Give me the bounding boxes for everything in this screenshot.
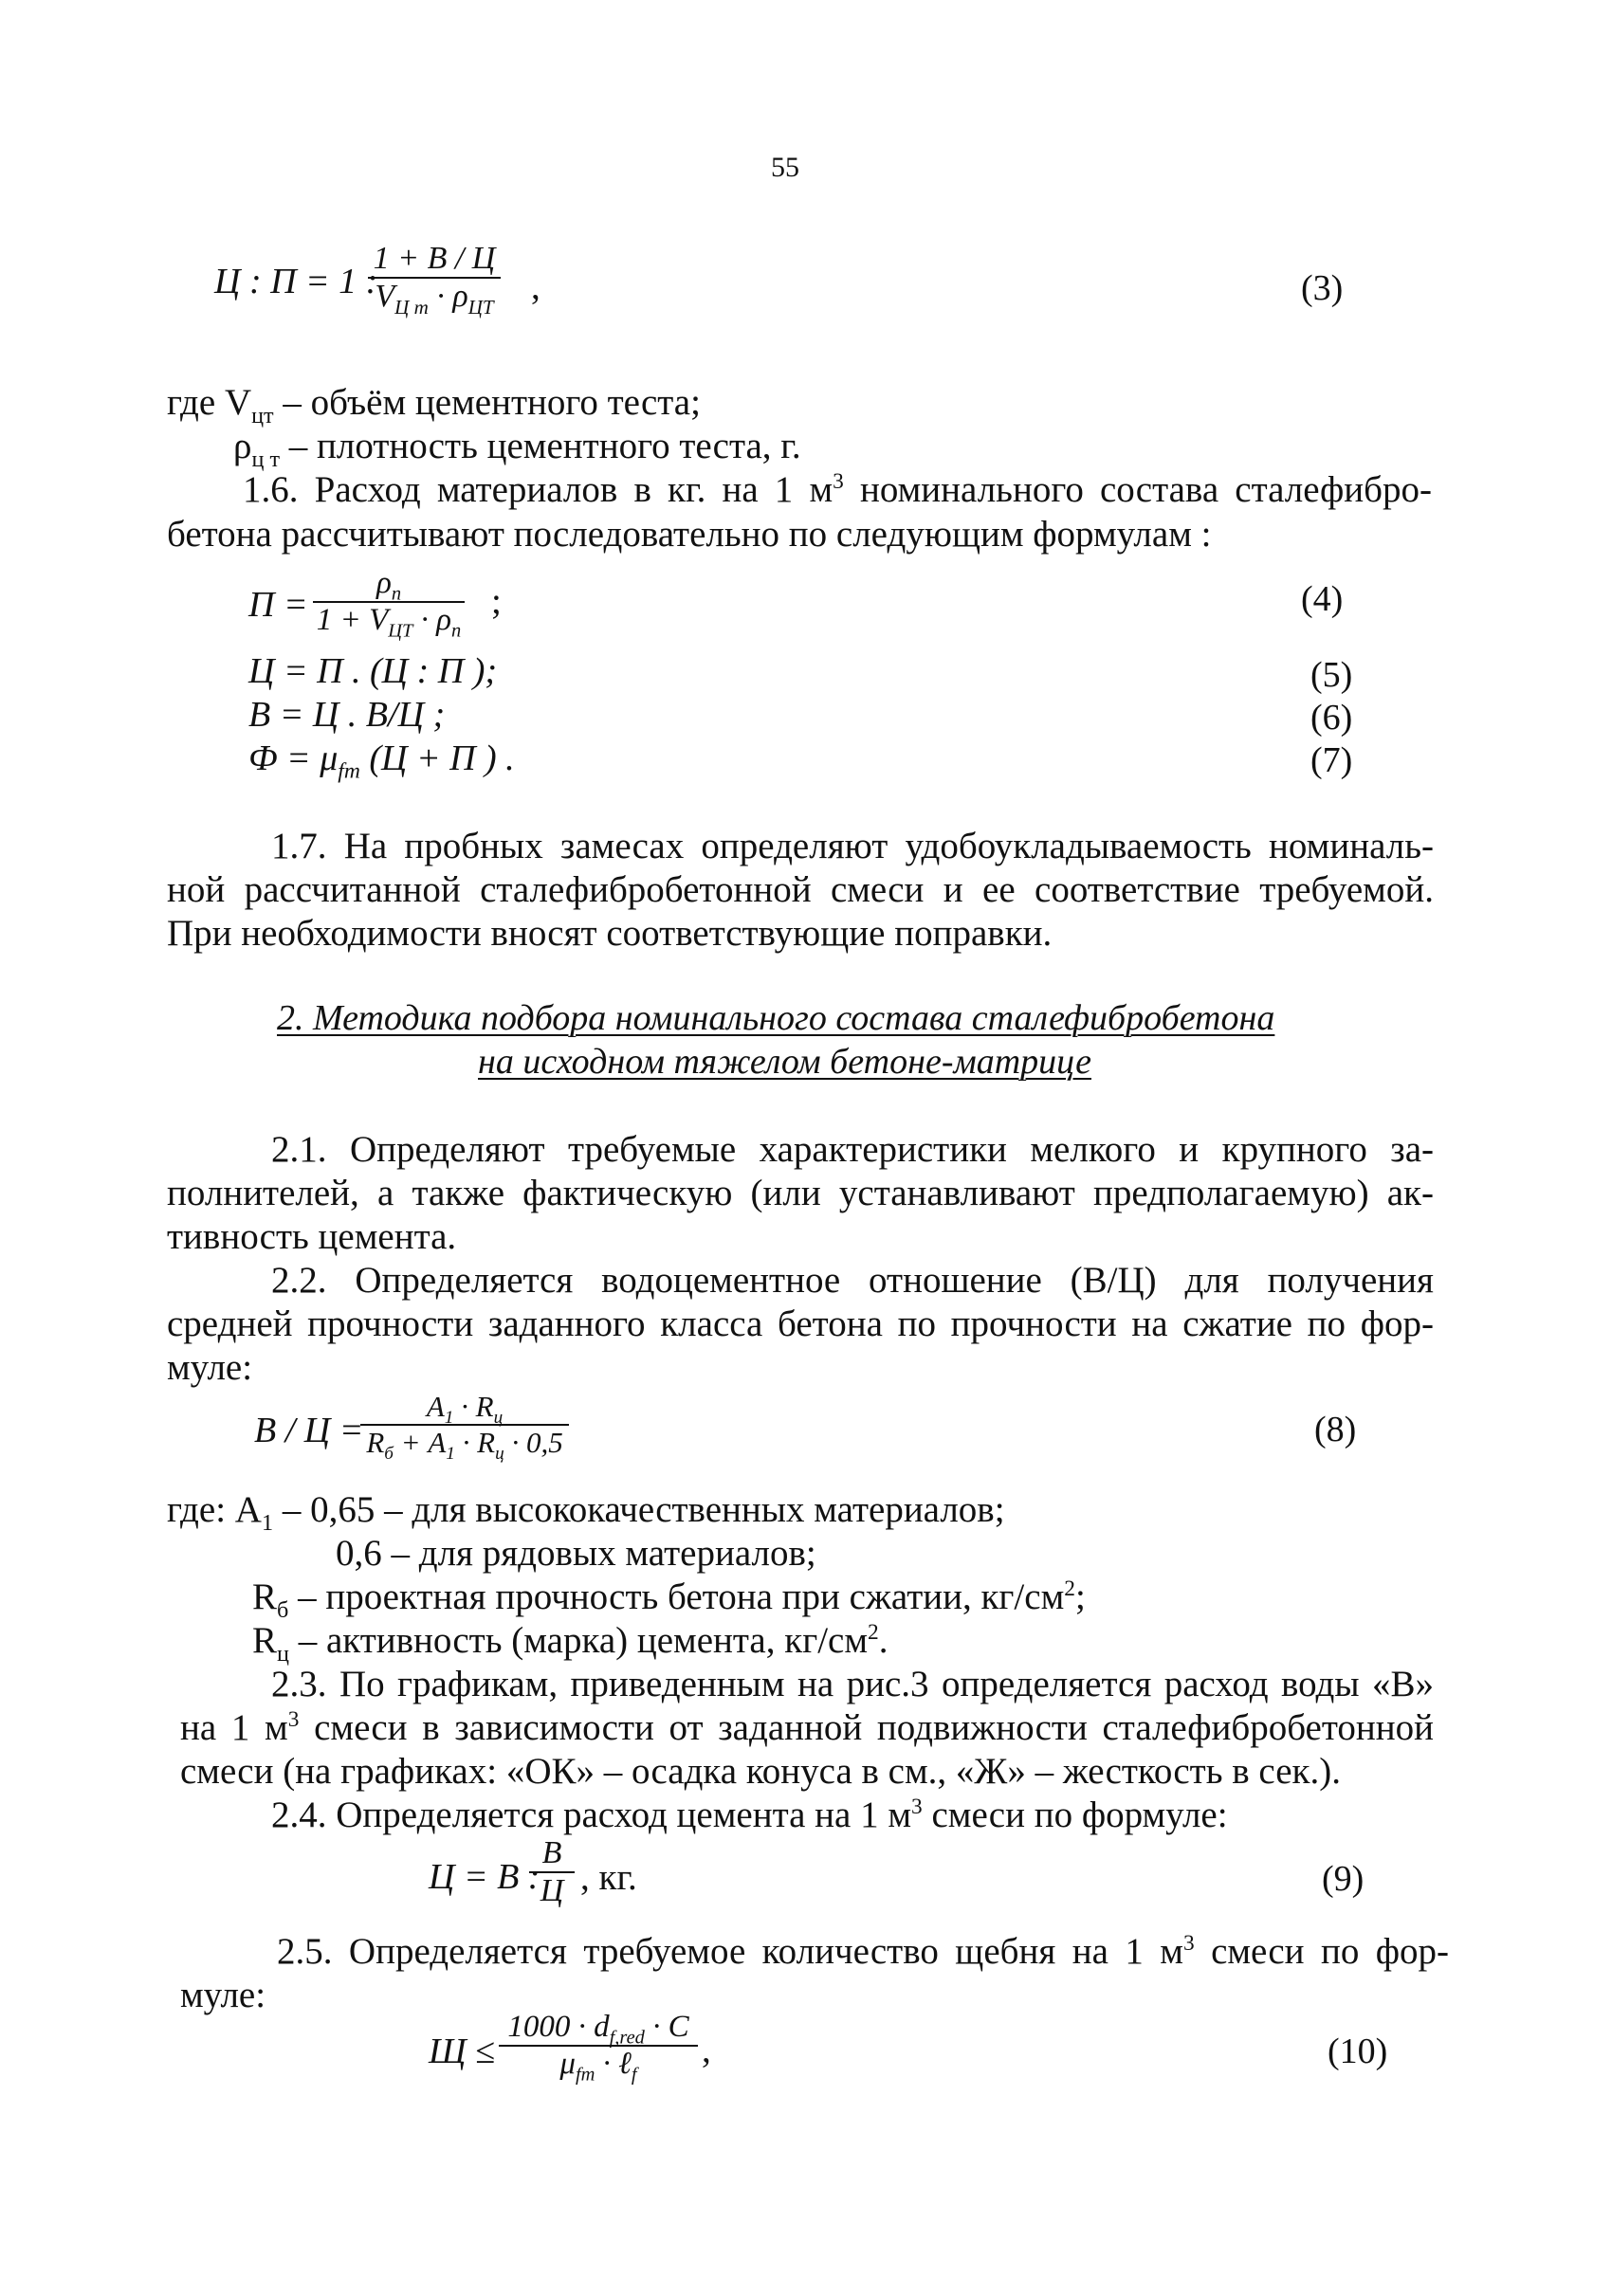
para-1-6-line-1: 1.6. Расход материалов в кг. на 1 $м^3$ номинального состава сталефибро- — [243, 469, 1432, 510]
formula-4-denominator: $1 + V_{ЦТ} \cdot \rho_п$ — [316, 603, 462, 642]
where-8-line-2: 0,6 – для рядовых материалов; — [336, 1533, 816, 1574]
formula-5: Ц = П . (Ц : П ); — [248, 651, 498, 691]
page-number: 55 — [771, 152, 799, 183]
formula-8-fraction — [360, 1390, 569, 1465]
formula-3-label: (3) — [1301, 268, 1344, 308]
formula-9-numerator: В — [529, 1835, 575, 1873]
where-3-line-1: где $V_{цт}$ – объём цементного теста; — [167, 382, 701, 428]
where-3-line-2: $\rho_{ц т}$ – плотность цементного теста, г. — [233, 426, 801, 472]
formula-9-left: Ц = В : — [429, 1857, 540, 1897]
para-1-7-line-2: ной рассчитанной сталефибробетонной смеси и ее соответствие требуемой. — [167, 869, 1434, 910]
formula-4-semicolon: ; — [491, 581, 502, 622]
para-2-2-line-3: муле: — [167, 1347, 253, 1388]
formula-4-label: (4) — [1301, 579, 1344, 619]
para-2-3-line-2: на 1 $м^3$ смеси в зависимости от заданной подвижности сталефибробетонной — [180, 1707, 1434, 1748]
para-2-4-line-1: 2.4. Определяется расход цемента на 1 $м^3$ смеси по формуле: — [271, 1795, 1228, 1835]
formula-8-numerator: $A_1 \cdot R_ц$ — [360, 1390, 569, 1426]
where-8-line-1: где: $A_1 - 0,65$ – для высококачественных материалов; — [167, 1489, 1005, 1536]
para-2-3-line-1: 2.3. По графикам, приведенным на рис.3 определяется расход воды «В» — [271, 1664, 1434, 1704]
formula-3-numerator: 1 + В / Ц — [368, 241, 501, 279]
para-2-2-line-1: 2.2. Определяется водоцементное отношение (В/Ц) для получения — [271, 1260, 1434, 1301]
formula-9-label: (9) — [1322, 1859, 1365, 1899]
formula-6-label: (6) — [1310, 698, 1353, 738]
formula-3-denominator: $V_{Ц т} \cdot \rho_{ЦТ}$ — [375, 279, 494, 319]
where-8-line-4: $R_ц$ – активность (марка) цемента, $кг/см^2$. — [252, 1620, 888, 1667]
formula-3-fraction — [368, 241, 501, 319]
formula-8-label: (8) — [1314, 1410, 1357, 1449]
formula-3-comma: , — [531, 266, 540, 307]
formula-3-left: Ц : П = 1 : — [214, 262, 378, 301]
section-heading-line-1: 2. Методика подбора номинального состава сталефибробетона — [277, 998, 1275, 1038]
para-2-3-line-3: смеси (на графиках: «ОК» – осадка конуса в см., «Ж» – жесткость в сек.). — [180, 1751, 1341, 1792]
section-heading-line-2: на исходном тяжелом бетоне-матрице — [478, 1042, 1091, 1082]
formula-10-comma: , — [702, 2030, 711, 2070]
formula-10-denominator: $\mu_{fm}$ · ℓ$_f$ — [559, 2047, 637, 2086]
formula-9-denominator: Ц — [540, 1873, 564, 1908]
formula-4-fraction — [313, 566, 465, 642]
formula-10-numerator: $1000 \cdot d_{f,red} \cdot C$ — [499, 2010, 698, 2047]
para-2-5-line-2: муле: — [180, 1975, 266, 2015]
para-2-2-line-2: средней прочности заданного класса бетона по прочности на сжатие по фор- — [167, 1303, 1434, 1344]
para-1-6-line-2: бетона рассчитывают последовательно по следующим формулам : — [167, 514, 1212, 555]
formula-8-denominator: $R_б + A_1 \cdot R_ц \cdot 0,5$ — [366, 1426, 563, 1465]
formula-5-label: (5) — [1310, 655, 1353, 695]
formula-10-fraction — [499, 2010, 698, 2086]
formula-8-left: В / Ц = — [254, 1411, 364, 1450]
para-1-7-line-1: 1.7. На пробных замесах определяют удобоукладываемость номиналь- — [271, 826, 1434, 866]
formula-9-unit: , кг. — [580, 1857, 637, 1898]
formula-4-numerator: $\rho_п$ — [313, 566, 465, 603]
para-2-1-line-2: полнителей, а также фактическую (или устанавливают предполагаемую) ак- — [167, 1173, 1434, 1213]
formula-10-left: Щ ≤ — [429, 2032, 495, 2071]
para-2-1-line-3: тивность цемента. — [167, 1216, 457, 1257]
para-1-7-line-3: При необходимости вносят соответствующие поправки. — [167, 913, 1053, 954]
formula-4-left: П = — [248, 585, 308, 625]
para-2-1-line-1: 2.1. Определяют требуемые характеристики мелкого и крупного за- — [271, 1129, 1434, 1170]
formula-9-fraction — [529, 1835, 575, 1909]
where-8-line-3: $R_б$ – проектная прочность бетона при сжатии, $кг/см^2$; — [252, 1576, 1086, 1623]
formula-7: $Ф = \mu_{fm}$ (Ц + П ) . — [248, 738, 515, 784]
formula-7-label: (7) — [1310, 740, 1353, 780]
formula-10-label: (10) — [1328, 2032, 1388, 2071]
formula-6: В = Ц . В/Ц ; — [248, 695, 446, 735]
para-2-5-line-1: 2.5. Определяется требуемое количество щебня на 1 $м^3$ смеси по фор- — [277, 1931, 1449, 1972]
